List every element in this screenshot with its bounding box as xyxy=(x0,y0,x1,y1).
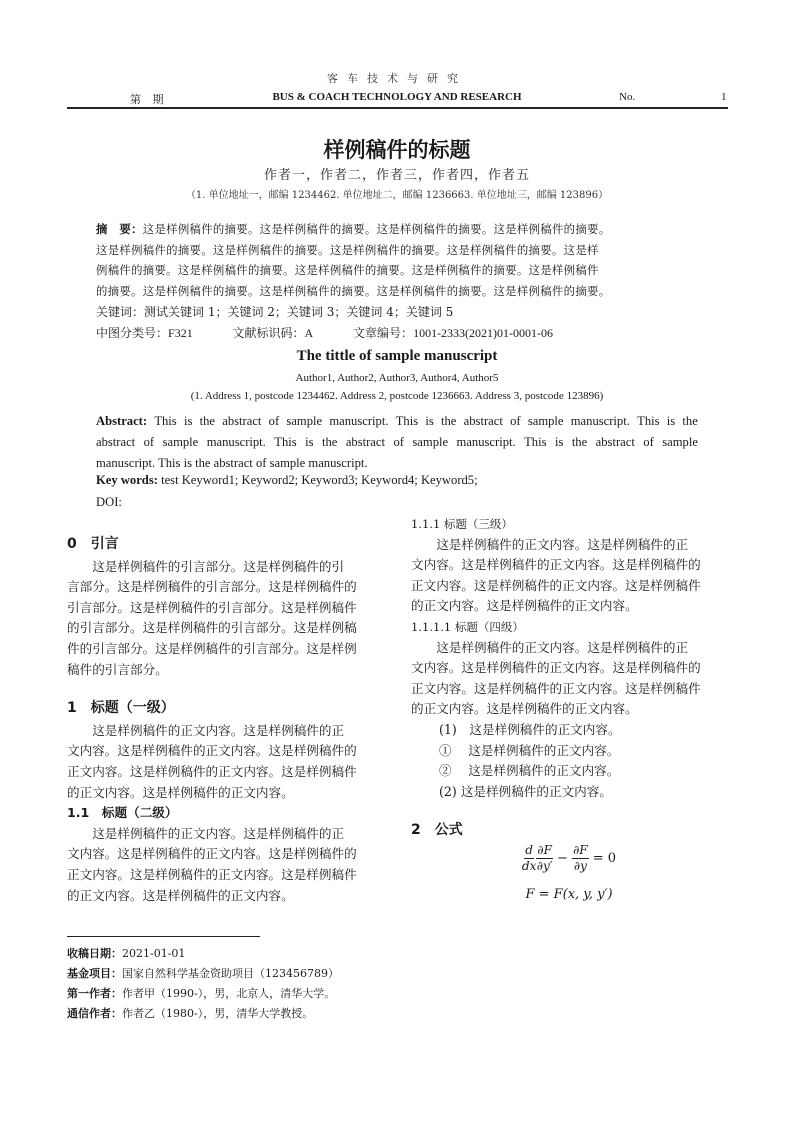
abstract-en-word: the xyxy=(571,435,588,449)
abstract-en-word: the xyxy=(321,435,338,449)
abstract-en-word: abstract xyxy=(463,414,503,428)
body-line: 文内容。这是样例稿件的正文内容。这是样例稿件的 xyxy=(67,846,357,862)
body-line: 件的引言部分。这是样例稿件的引言部分。这是样例 xyxy=(67,640,357,656)
abstract-en-word: sample xyxy=(286,414,323,428)
list-item: (2) 这是样例稿件的正文内容。 xyxy=(439,783,612,799)
abstract-en-line xyxy=(96,432,698,453)
equation-2: F = F(x, y, y′) xyxy=(525,886,613,902)
abstract-en-word: abstract xyxy=(96,435,136,449)
abstract-en xyxy=(96,411,698,474)
clc-label: 中图分类号： xyxy=(96,326,169,340)
body-line: 言部分。这是样例稿件的引言部分。这是样例稿件的 xyxy=(67,579,357,595)
abstract-cn-line: 摘 要：这是样例稿件的摘要。这是样例稿件的摘要。这是样例稿件的摘要。这是样例稿件的摘要。 xyxy=(96,222,611,236)
subsubsection-heading: 1.1.1 标题（三级） xyxy=(411,517,513,531)
doi: DOI: xyxy=(96,495,122,509)
abstract-en-word: the xyxy=(441,414,457,428)
level4-heading: 1.1.1.1 标题（四级） xyxy=(411,619,524,634)
body-line: 这是样例稿件的正文内容。这是样例稿件的正 xyxy=(67,722,345,738)
list-item: ② 这是样例稿件的正文内容。 xyxy=(439,763,620,779)
equals-zero: = 0 xyxy=(592,850,617,866)
abstract-en-word: is xyxy=(183,414,193,428)
abstract-en-word: manuscript. xyxy=(206,435,266,449)
footnote-received: 收稿日期：2021-01-01 xyxy=(67,947,186,960)
section-body xyxy=(67,721,383,803)
keywords-cn-value: 测试关键词 1；关键词 2；关键词 3；关键词 4；关键词 5 xyxy=(144,305,454,319)
journal-name-en: BUS & COACH TECHNOLOGY AND RESEARCH xyxy=(272,91,522,103)
abstract-en-word: of xyxy=(643,435,654,449)
body-line: 稿件的引言部分。 xyxy=(67,661,168,677)
abstract-en-word: sample xyxy=(527,414,564,428)
footnote-funding: 基金项目：国家自然科学基金资助项目（123456789） xyxy=(67,967,339,980)
right-column xyxy=(411,514,727,906)
abstract-en-word: is xyxy=(305,435,314,449)
footnotes xyxy=(67,944,339,1024)
abstract-en-word: is xyxy=(425,414,434,428)
abstract-en-word: abstract xyxy=(345,435,385,449)
body-line: 正文内容。这是样例稿件的正文内容。这是样例稿件 xyxy=(411,577,701,593)
abstract-en-word: sample xyxy=(162,435,199,449)
issue-label: 第 期 xyxy=(130,93,168,106)
abstract-en-word: is xyxy=(666,414,676,428)
affiliations-cn: （1. 单位地址一，邮编 1234462. 单位地址二，邮编 1236663. 单位地址三，邮编 123896） xyxy=(185,190,609,201)
classification-row xyxy=(96,324,553,341)
body-line: 的正文内容。这是样例稿件的正文内容。 xyxy=(411,598,638,614)
footnote-rule xyxy=(67,936,260,937)
body-line: 的正文内容。这是样例稿件的正文内容。 xyxy=(411,701,638,717)
abstract-en-line: manuscript. This is the abstract of sample manuscript. xyxy=(96,456,368,470)
article-number-value: 1001-2333(2021)01-0001-06 xyxy=(413,326,554,340)
keywords-cn xyxy=(96,303,453,320)
footnote-corresponding-author: 通信作者：作者乙（1980-），男，清华大学教授。 xyxy=(67,1007,314,1020)
body-line: 这是样例稿件的正文内容。这是样例稿件的正 xyxy=(411,536,689,552)
section-heading: 2 公式 xyxy=(411,822,463,839)
abstract-en-word: manuscript. xyxy=(329,414,389,428)
abstract-en-word: This xyxy=(395,414,419,428)
minus-sign: − xyxy=(557,850,568,866)
left-column xyxy=(67,534,383,906)
abstract-en-word: the xyxy=(682,414,698,428)
keywords-en xyxy=(96,473,478,488)
body-line: 的正文内容。这是样例稿件的正文内容。 xyxy=(67,887,294,903)
abstract-en-word: This xyxy=(637,414,660,428)
section-heading: 1 标题（一级） xyxy=(67,700,175,717)
frac-d-dx: $\frac{d}{dx}$ xyxy=(521,842,537,873)
page-number: 1 xyxy=(721,91,727,103)
abstract-en-word: the xyxy=(199,414,215,428)
abstract-en-word: sample xyxy=(412,435,449,449)
abstract-en-word: manuscript. xyxy=(570,414,630,428)
clc-value: F321 xyxy=(168,326,193,340)
abstract-en-word: This xyxy=(154,414,177,428)
abstract-en-word: of xyxy=(510,414,521,428)
body-line: 的引言部分。这是样例稿件的引言部分。这是样例稿 xyxy=(67,620,357,636)
abstract-en-word: abstract xyxy=(595,435,635,449)
abstract-cn-line: 这是样例稿件的摘要。这是样例稿件的摘要。这是样例稿件的摘要。这是样例稿件的摘要。这是样 xyxy=(96,242,599,257)
body-line: 正文内容。这是样例稿件的正文内容。这是样例稿件 xyxy=(67,763,357,779)
section-heading: 0 引言 xyxy=(67,536,119,552)
doc-code-value: A xyxy=(304,326,314,340)
title-en: The tittle of sample manuscript xyxy=(296,348,498,364)
abstract-en-word: This xyxy=(274,435,297,449)
authors-en: Author1, Author2, Author3, Author4, Author5 xyxy=(295,372,499,384)
frac-dF-dyprime: $\frac{\partial F}{\partial y'}$ xyxy=(536,842,553,873)
journal-name-cn: 客车技术与研究 xyxy=(327,72,467,85)
numbered-list xyxy=(411,720,727,802)
abstract-cn-line: 的摘要。这是样例稿件的摘要。这是样例稿件的摘要。这是样例稿件的摘要。这是样例稿件的摘要。 xyxy=(96,283,611,298)
body-line: 正文内容。这是样例稿件的正文内容。这是样例稿件 xyxy=(411,680,701,696)
abstract-en-word: of xyxy=(143,435,155,449)
keywords-en-value: test Keyword1; Keyword2; Keyword3; Keyword4; Keyword5; xyxy=(161,473,478,487)
section-body xyxy=(67,557,383,681)
keywords-en-label: Key words: xyxy=(96,473,158,487)
body-line: 这是样例稿件的正文内容。这是样例稿件的正 xyxy=(67,825,345,841)
section-body xyxy=(67,824,383,906)
frac-dF-dy: $\frac{\partial F}{\partial y}$ xyxy=(573,842,588,873)
list-item: ① 这是样例稿件的正文内容。 xyxy=(439,742,620,758)
footnote-first-author: 第一作者：作者甲（1990-），男，北京人，清华大学。 xyxy=(67,987,336,1000)
article-number-label: 文章编号： xyxy=(353,326,414,340)
abstract-en-word: This xyxy=(524,435,547,449)
title-cn: 样例稿件的标题 xyxy=(323,138,471,162)
body-line: 这是样例稿件的引言部分。这是样例稿件的引 xyxy=(67,558,345,574)
abstract-en-line xyxy=(96,411,698,432)
list-item: (1) 这是样例稿件的正文内容。 xyxy=(439,721,621,737)
abstract-en-label: Abstract: xyxy=(96,414,148,428)
abstract-cn-label: 摘 要： xyxy=(96,222,143,236)
abstract-cn-line: 例稿件的摘要。这是样例稿件的摘要。这是样例稿件的摘要。这是样例稿件的摘要。这是样例稿件 xyxy=(96,263,599,277)
header-rule xyxy=(67,107,728,109)
abstract-en-word: sample xyxy=(662,435,698,449)
body-line: 文内容。这是样例稿件的正文内容。这是样例稿件的 xyxy=(67,743,357,759)
abstract-en-word: manuscript. xyxy=(456,435,516,449)
subsection-heading: 1.1 标题（二级） xyxy=(67,805,178,821)
abstract-en-word: of xyxy=(268,414,280,428)
body-line: 正文内容。这是样例稿件的正文内容。这是样例稿件 xyxy=(67,866,357,882)
keywords-cn-label: 关键词： xyxy=(96,305,145,319)
issue-number-label: No. xyxy=(619,91,636,103)
body-line: 文内容。这是样例稿件的正文内容。这是样例稿件的 xyxy=(411,660,701,676)
abstract-en-word: of xyxy=(393,435,404,449)
body-line: 引言部分。这是样例稿件的引言部分。这是样例稿件 xyxy=(67,599,357,615)
equation-1 xyxy=(411,843,727,881)
authors-cn: 作者一，作者二，作者三，作者四，作者五 xyxy=(263,168,530,183)
abstract-en-word: abstract xyxy=(222,414,262,428)
body-line: 这是样例稿件的正文内容。这是样例稿件的正 xyxy=(411,639,689,655)
body-line: 文内容。这是样例稿件的正文内容。这是样例稿件的 xyxy=(411,557,701,573)
section-body xyxy=(411,535,727,617)
body-line: 的正文内容。这是样例稿件的正文内容。 xyxy=(67,784,294,800)
abstract-cn xyxy=(96,219,698,301)
affiliations-en: (1. Address 1, postcode 1234462. Address 2, postcode 1236663. Address 3, postcode 123896) xyxy=(190,390,604,402)
doc-code-label: 文献标识码： xyxy=(232,326,305,340)
abstract-en-word: is xyxy=(554,435,564,449)
section-body xyxy=(411,638,727,720)
